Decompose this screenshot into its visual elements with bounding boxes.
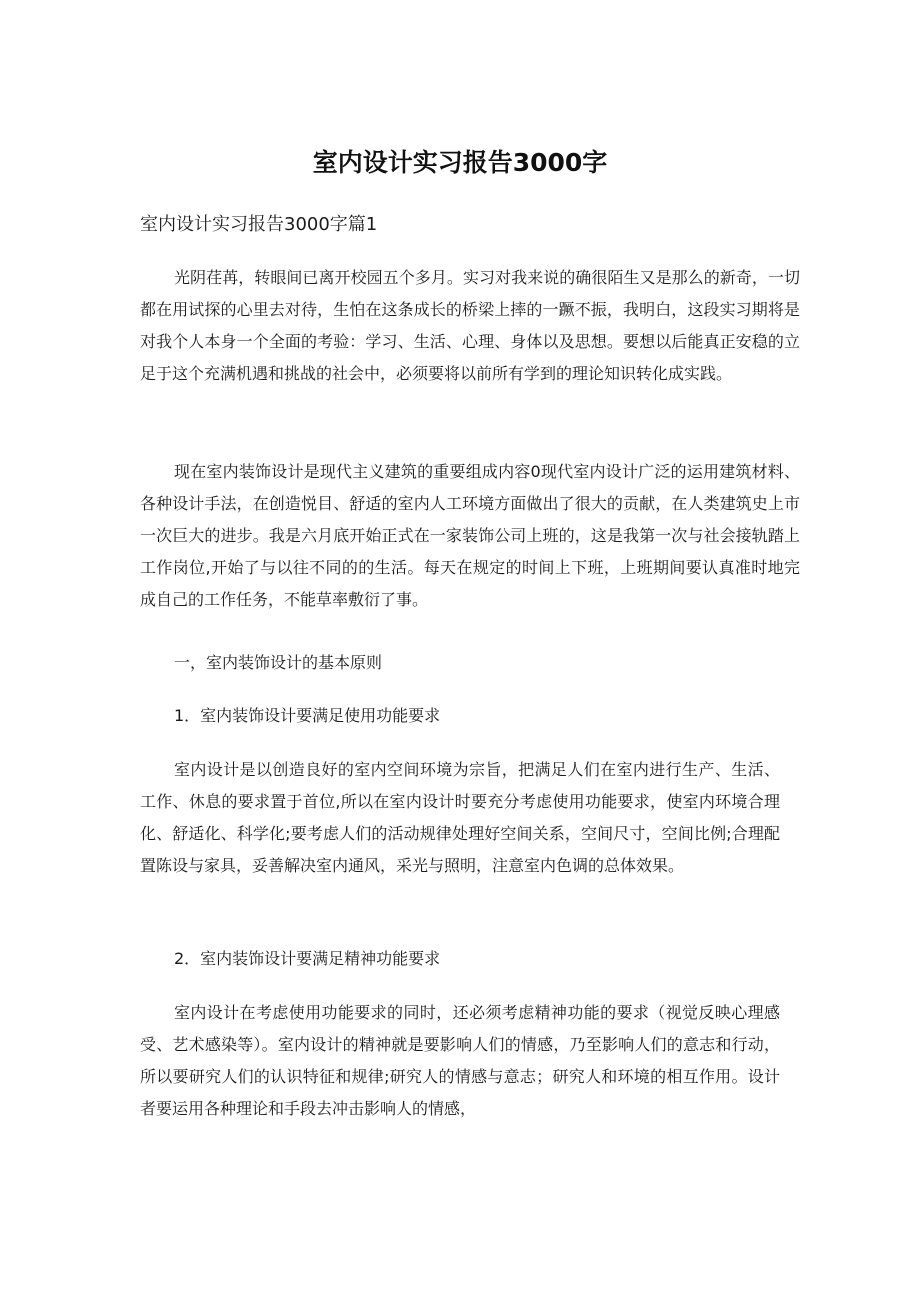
section-heading: 一，室内装饰设计的基本原则 [174,653,383,672]
paragraph-intro: 光阴荏苒，转眼间已离开校园五个多月。实习对我来说的确很陌生又是那么的新奇，一切都在用试探的心里去对待，生怕在这条成长的桥梁上摔的一蹶不振，我明白，这段实习期将是对我个人本身一个全面的考验：学习、生活、心理、身体以及思想。要想以后能真正安稳的立足于这个充满机遇和挑战的社会中，必须要将以前所有学到的理论知识转化成实践。 [140,268,800,383]
document-title: 室内设计实习报告3000字 [312,148,608,177]
paragraph-background: 现在室内装饰设计是现代主义建筑的重要组成内容0现代室内设计广泛的运用建筑材料、各种设计手法，在创造悦目、舒适的室内人工环境方面做出了很大的贡献，在人类建筑史上市一次巨大的进步。我是六月底开始正式在一家装饰公司上班的，这是我第一次与社会接轨踏上工作岗位,开始了与以往不同的的生活。每天在规定的时间上下班，上班期间要认真准时地完成自己的工作任务，不能草率敷衍了事。 [140,462,800,609]
point1-paragraph: 室内设计是以创造良好的室内空间环境为宗旨，把满足人们在室内进行生产、生活、工作、休息的要求置于首位,所以在室内设计时要充分考虑使用功能要求，使室内环境合理化、舒适化、科学化;要考虑人们的活动规律处理好空间关系，空间尺寸，空间比例;合理配置陈设与家具，妥善解决室内通风，采光与照明，注意室内色调的总体效果。 [140,760,780,875]
document-subtitle: 室内设计实习报告3000字篇1 [140,214,378,235]
point2-paragraph: 室内设计在考虑使用功能要求的同时，还必须考虑精神功能的要求（视觉反映心理感受、艺术感染等）。室内设计的精神就是要影响人们的情感，乃至影响人们的意志和行动，所以要研究人们的认识特征和规律;研究人的情感与意志；研究人和环境的相互作用。设计者要运用各种理论和手段去冲击影响人的情感， [140,1003,780,1118]
point1-heading: 1．室内装饰设计要满足使用功能要求 [174,706,441,725]
point2-heading: 2．室内装饰设计要满足精神功能要求 [174,949,441,968]
